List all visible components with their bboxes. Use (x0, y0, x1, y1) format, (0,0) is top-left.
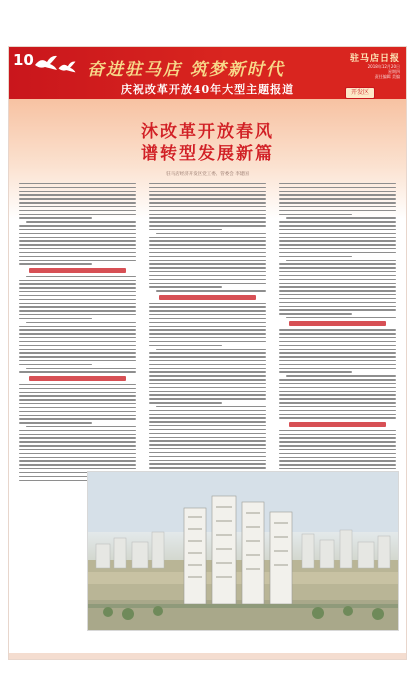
text-line (279, 306, 396, 307)
text-line (149, 210, 266, 211)
text-line (149, 260, 266, 261)
text-line (149, 467, 266, 468)
text-line (279, 417, 396, 418)
text-line (279, 309, 396, 310)
text-line (19, 237, 136, 238)
text-line (19, 229, 136, 230)
text-line (279, 221, 396, 222)
text-line (19, 460, 136, 461)
text-line (149, 237, 266, 238)
text-line (19, 202, 136, 203)
text-line (19, 356, 136, 357)
text-line (149, 437, 266, 438)
text-line (279, 252, 396, 253)
text-line (149, 183, 266, 184)
text-line (19, 418, 136, 419)
text-line (19, 403, 136, 404)
text-line (279, 248, 396, 249)
text-line (149, 310, 266, 311)
text-line (149, 248, 266, 249)
text-line (279, 434, 396, 435)
text-line (279, 233, 396, 234)
text-line (149, 387, 266, 388)
text-line (279, 368, 396, 369)
text-line (279, 468, 396, 469)
text-line (19, 291, 136, 292)
text-line (19, 194, 136, 195)
article-body (19, 183, 396, 483)
text-line (279, 286, 396, 287)
text-line (279, 333, 396, 334)
paper-name: 驻马店日报 (349, 54, 400, 64)
text-line (149, 202, 266, 203)
text-line (279, 391, 396, 392)
text-line (279, 240, 396, 241)
text-line (19, 191, 136, 192)
paper-editors: 责任编辑 美编 (374, 74, 400, 79)
text-line (149, 286, 222, 287)
text-line (149, 271, 266, 272)
headline-line-2: 谱转型发展新篇 (141, 144, 274, 164)
text-line (279, 275, 396, 276)
text-line (149, 368, 266, 369)
text-line (19, 252, 136, 253)
text-line (279, 283, 396, 284)
text-line (19, 441, 136, 442)
text-line (19, 384, 136, 385)
text-line (149, 341, 266, 342)
text-line (149, 444, 266, 445)
text-line (279, 345, 396, 346)
dove-icon (33, 53, 59, 73)
text-line (279, 371, 352, 372)
section-subheading (289, 422, 386, 427)
text-line (149, 329, 266, 330)
text-line (19, 422, 92, 423)
text-line (19, 263, 92, 264)
text-line (279, 237, 396, 238)
text-line (279, 437, 396, 438)
text-line (19, 399, 136, 400)
text-line (149, 463, 266, 464)
text-line (149, 275, 266, 276)
text-line (279, 410, 396, 411)
text-line (149, 448, 266, 449)
byline: 驻马店经济开发区党工委、管委会 李建国 (166, 172, 249, 177)
text-line (279, 414, 396, 415)
text-line (149, 333, 266, 334)
aerial-city-photo (87, 471, 399, 631)
text-line (19, 225, 136, 226)
text-line (156, 349, 266, 350)
footer-band (9, 653, 406, 659)
text-line (149, 410, 266, 411)
text-line (279, 352, 396, 353)
text-line (279, 341, 396, 342)
text-line (19, 256, 136, 257)
text-line (149, 394, 266, 395)
text-line (19, 217, 92, 218)
text-column-2 (149, 183, 266, 483)
text-line (279, 229, 396, 230)
text-line (26, 368, 136, 369)
text-line (19, 280, 136, 281)
page-number: 10 (13, 51, 34, 69)
text-line (19, 214, 136, 215)
text-line (149, 421, 266, 422)
text-line (279, 441, 396, 442)
text-line (279, 464, 396, 465)
text-column-1 (19, 183, 136, 483)
text-line (279, 206, 396, 207)
text-line (279, 267, 396, 268)
text-line (279, 279, 396, 280)
masthead-info (348, 51, 400, 79)
text-line (19, 248, 136, 249)
text-line (149, 402, 222, 403)
text-line (19, 453, 136, 454)
text-line (19, 244, 136, 245)
text-line (279, 244, 396, 245)
text-line (286, 375, 396, 376)
section-subheading (29, 268, 126, 273)
text-line (149, 198, 266, 199)
text-line (149, 283, 266, 284)
text-line (279, 387, 396, 388)
paper-weekday: 星期四 (388, 69, 400, 74)
text-line (156, 233, 266, 234)
text-line (279, 383, 396, 384)
text-line (279, 225, 396, 226)
text-line (279, 453, 396, 454)
text-line (279, 329, 396, 330)
text-line (149, 375, 266, 376)
text-line (149, 379, 266, 380)
text-line (19, 437, 136, 438)
text-line (156, 406, 266, 407)
text-line (149, 326, 266, 327)
text-line (149, 345, 222, 346)
text-line (19, 299, 136, 300)
text-line (279, 187, 396, 188)
text-line (19, 411, 136, 412)
text-line (279, 290, 396, 291)
paper-date: 2018年12月20日 (367, 64, 400, 69)
text-line (149, 398, 266, 399)
text-line (19, 457, 136, 458)
text-line (19, 434, 136, 435)
text-line (286, 317, 396, 318)
text-line (279, 263, 396, 264)
text-line (286, 260, 396, 261)
text-line (19, 287, 136, 288)
text-line (19, 392, 136, 393)
text-line (149, 440, 266, 441)
text-line (149, 425, 266, 426)
text-line (19, 303, 136, 304)
city-skyline-illustration (88, 472, 398, 630)
text-line (149, 318, 266, 319)
text-line (149, 194, 266, 195)
text-line (26, 276, 136, 277)
text-line (19, 260, 136, 261)
text-line (149, 263, 266, 264)
text-line (19, 306, 136, 307)
text-line (279, 194, 396, 195)
text-line (149, 433, 266, 434)
text-line (19, 445, 136, 446)
text-line (279, 402, 396, 403)
text-line (19, 206, 136, 207)
text-line (279, 364, 396, 365)
text-line (279, 198, 396, 199)
text-line (149, 337, 266, 338)
text-line (149, 229, 222, 230)
section-subheading (29, 376, 126, 381)
section-subheading (289, 321, 386, 326)
headline-line-1: 沐改革开放春风 (141, 122, 274, 142)
text-line (279, 445, 396, 446)
text-line (19, 371, 136, 372)
text-line (149, 364, 266, 365)
text-line (19, 415, 136, 416)
text-line (149, 360, 266, 361)
text-line (279, 360, 396, 361)
text-line (149, 314, 266, 315)
text-line (156, 290, 266, 291)
text-line (19, 326, 136, 327)
text-line (279, 406, 396, 407)
text-column-3 (279, 183, 396, 483)
text-line (19, 407, 136, 408)
text-line (19, 210, 136, 211)
text-line (149, 240, 266, 241)
text-line (19, 341, 136, 342)
text-line (279, 349, 396, 350)
text-line (19, 240, 136, 241)
text-line (149, 417, 266, 418)
text-line (279, 214, 352, 215)
text-line (149, 256, 266, 257)
text-line (19, 449, 136, 450)
text-line (149, 279, 266, 280)
text-line (149, 456, 266, 457)
text-line (149, 452, 266, 453)
text-line (19, 198, 136, 199)
text-line (279, 379, 396, 380)
text-line (26, 221, 136, 222)
text-line (279, 210, 396, 211)
text-line (19, 468, 136, 469)
text-line (279, 356, 396, 357)
text-line (19, 318, 92, 319)
text-line (149, 460, 266, 461)
text-line (19, 395, 136, 396)
text-line (279, 183, 396, 184)
text-line (279, 449, 396, 450)
text-line (19, 337, 136, 338)
text-line (149, 383, 266, 384)
text-line (149, 267, 266, 268)
text-line (149, 225, 266, 226)
text-line (26, 322, 136, 323)
text-line (26, 426, 136, 427)
dove-icon (57, 59, 77, 75)
text-line (19, 329, 136, 330)
text-line (149, 252, 266, 253)
text-line (149, 187, 266, 188)
text-line (19, 333, 136, 334)
text-line (149, 217, 266, 218)
text-line (279, 302, 396, 303)
text-line (149, 371, 266, 372)
text-line (149, 206, 266, 207)
text-line (19, 310, 136, 311)
text-line (279, 256, 352, 257)
text-line (19, 233, 136, 234)
text-line (19, 360, 136, 361)
text-line (19, 283, 136, 284)
text-line (149, 306, 266, 307)
section-badge: 开发区 (345, 87, 375, 99)
text-line (149, 244, 266, 245)
text-line (149, 429, 266, 430)
text-line (279, 271, 396, 272)
text-line (279, 298, 396, 299)
text-line (149, 322, 266, 323)
text-line (19, 183, 136, 184)
text-line (19, 295, 136, 296)
text-line (149, 352, 266, 353)
text-line (19, 349, 136, 350)
text-line (279, 313, 352, 314)
text-line (19, 388, 136, 389)
text-line (149, 391, 266, 392)
text-line (279, 430, 396, 431)
text-line (149, 303, 266, 304)
text-line (149, 191, 266, 192)
text-line (149, 214, 266, 215)
text-line (149, 221, 266, 222)
text-line (279, 191, 396, 192)
text-line (279, 460, 396, 461)
text-line (19, 352, 136, 353)
headline (9, 121, 406, 165)
text-line (19, 345, 136, 346)
text-line (279, 337, 396, 338)
text-line (279, 398, 396, 399)
text-line (19, 464, 136, 465)
text-line (19, 187, 136, 188)
slogan: 奋进驻马店 筑梦新时代 (87, 60, 285, 80)
text-line (19, 314, 136, 315)
text-line (279, 202, 396, 203)
text-line (286, 217, 396, 218)
text-line (19, 430, 136, 431)
section-subtitle: 庆祝改革开放40年大型主题报道 (120, 83, 295, 96)
text-line (149, 414, 266, 415)
text-line (19, 364, 92, 365)
text-line (279, 294, 396, 295)
text-line (279, 457, 396, 458)
text-line (149, 356, 266, 357)
section-subheading (159, 295, 256, 300)
text-line (279, 394, 396, 395)
newspaper-sheet (8, 46, 407, 660)
